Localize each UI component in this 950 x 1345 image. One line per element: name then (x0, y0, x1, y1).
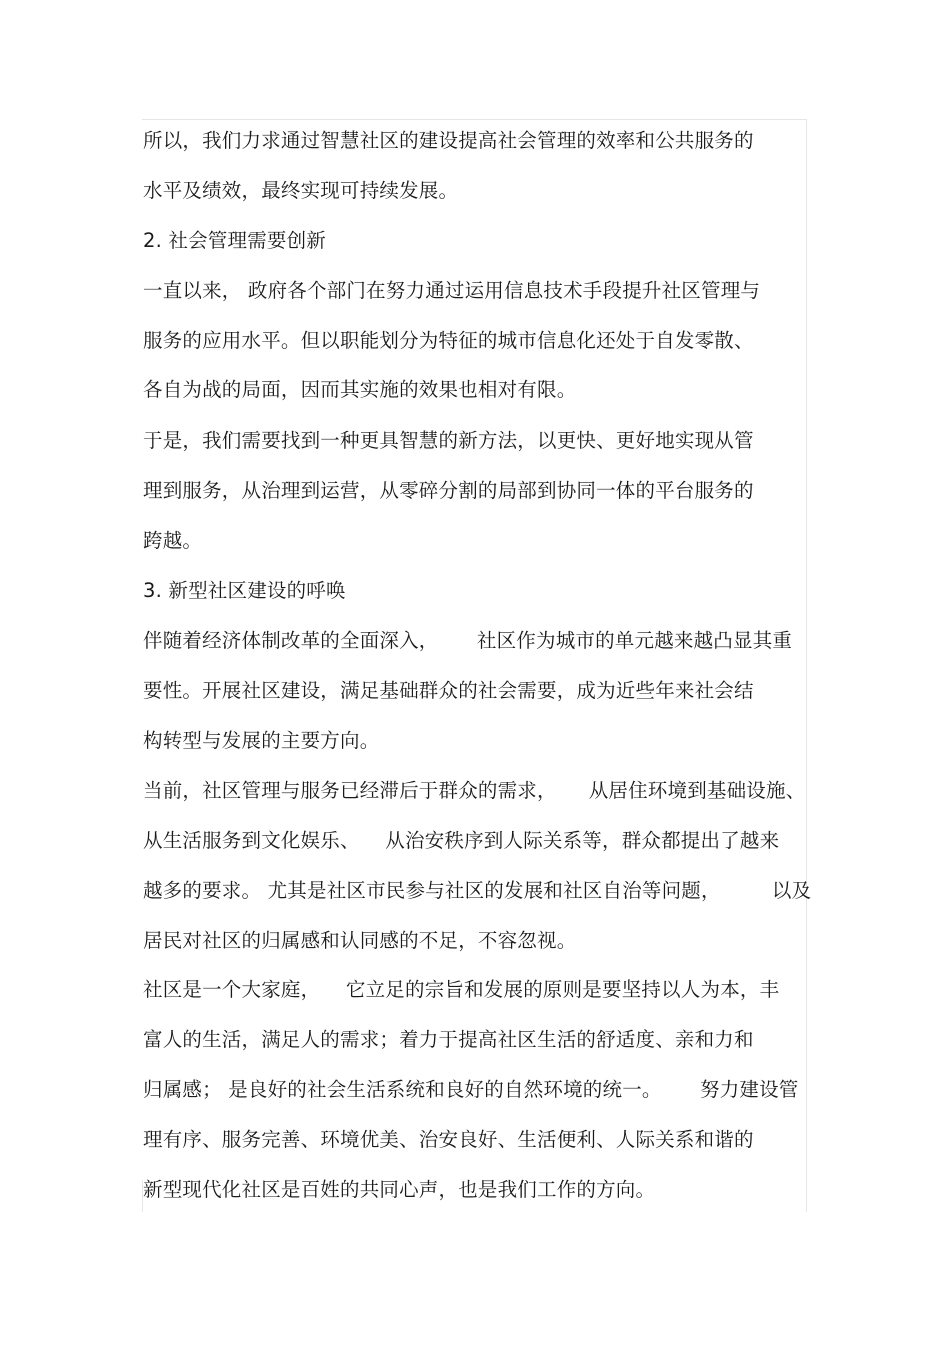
text-line: 一直以来， 政府各个部门在努力通过运用信息技术手段提升社区管理与 (143, 279, 761, 302)
text-line: 水平及绩效，最终实现可持续发展。 (143, 179, 459, 202)
text-line: 服务的应用水平。但以职能划分为特征的城市信息化还处于自发零散、 (143, 329, 754, 352)
text-line: 归属感； 是良好的社会生活系统和良好的自然环境的统一。 努力建设管 (143, 1078, 799, 1101)
text-line: 构转型与发展的主要方向。 (143, 729, 380, 752)
section-heading: 2. 社会管理需要创新 (143, 229, 327, 252)
text-line: 新型现代化社区是百姓的共同心声，也是我们工作的方向。 (143, 1178, 656, 1201)
section-heading: 3. 新型社区建设的呼唤 (143, 579, 346, 602)
text-line: 于是，我们需要找到一种更具智慧的新方法，以更快、更好地实现从管 (143, 429, 754, 452)
text-line: 理有序、服务完善、环境优美、治安良好、生活便利、人际关系和谐的 (143, 1128, 754, 1151)
text-line: 越多的要求。 尤其是社区市民参与社区的发展和社区自治等问题， 以及 (143, 879, 812, 902)
text-line: 理到服务，从治理到运营，从零碎分割的局部到协同一体的平台服务的 (143, 479, 754, 502)
text-line: 各自为战的局面，因而其实施的效果也相对有限。 (143, 378, 577, 401)
text-line: 所以，我们力求通过智慧社区的建设提高社会管理的效率和公共服务的 (143, 129, 754, 152)
text-line: 富人的生活，满足人的需求；着力于提高社区生活的舒适度、亲和力和 (143, 1028, 754, 1051)
text-line: 伴随着经济体制改革的全面深入， 社区作为城市的单元越来越凸显其重 (143, 629, 793, 652)
text-line: 跨越。 (143, 529, 203, 552)
text-line: 从生活服务到文化娱乐、 从治安秩序到人际关系等，群众都提出了越来 (143, 829, 780, 852)
text-line: 居民对社区的归属感和认同感的不足，不容忽视。 (143, 929, 577, 952)
text-line: 当前，社区管理与服务已经滞后于群众的需求， 从居住环境到基础设施、 (143, 779, 806, 802)
text-line: 社区是一个大家庭， 它立足的宗旨和发展的原则是要坚持以人为本，丰 (143, 978, 780, 1001)
text-line: 要性。开展社区建设，满足基础群众的社会需要，成为近些年来社会结 (143, 679, 754, 702)
